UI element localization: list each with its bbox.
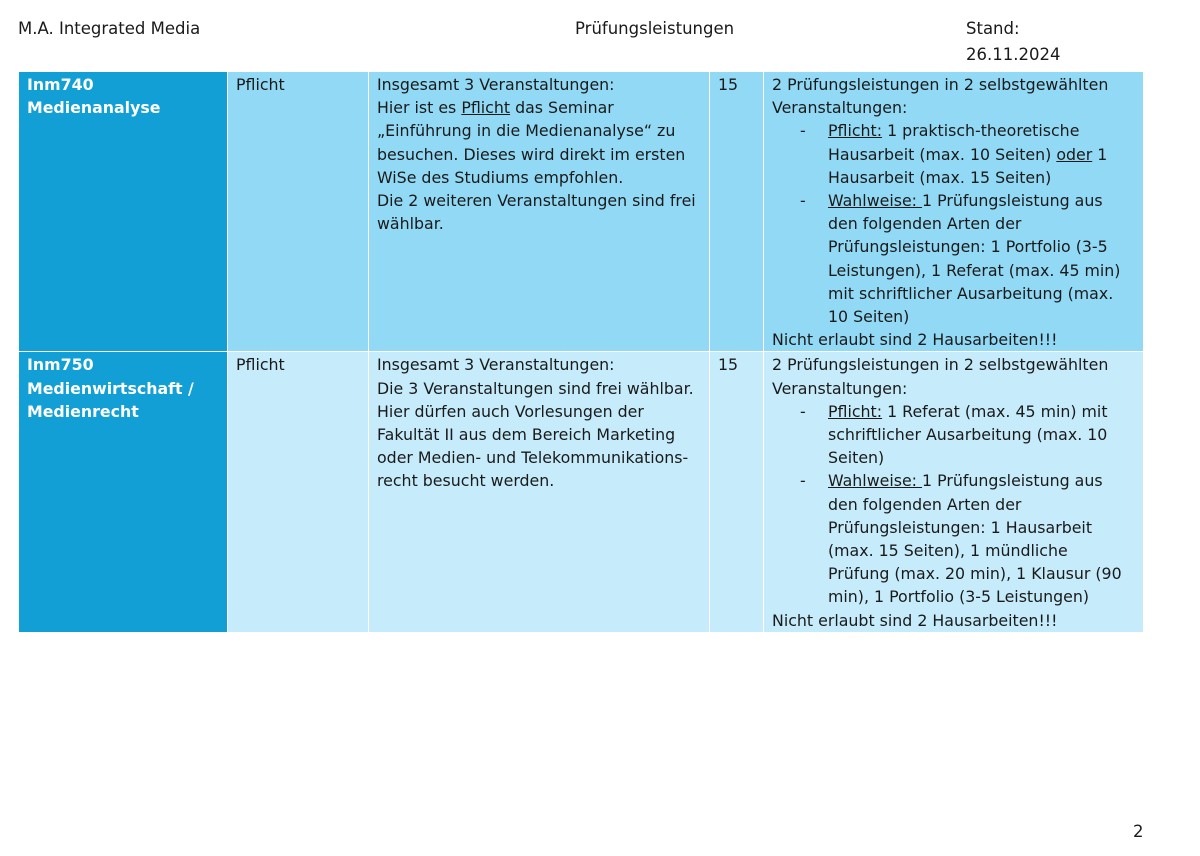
module-type-cell: [228, 72, 369, 352]
page-number: 2: [1133, 822, 1144, 841]
exam-options-list: [772, 119, 1135, 328]
document-title: Prüfungsleistungen: [575, 19, 735, 38]
module-cell: [19, 72, 228, 352]
module-type: Pflicht: [236, 355, 285, 375]
list-item: - Pflicht: 1 praktisch-theoretische Hausarbeit (max. 10 Seiten) oder 1 Hausarbeit (max. 15 Seiten): [800, 121, 1108, 187]
list-item: - Wahlweise: 1 Prüfungsleistung aus den folgenden Arten der Prüfungsleistungen: 1 Portfolio (3-5 Leistungen), 1 Referat (max. 45 min) mit schriftlicher Ausarbeitung (max. 10 Seiten): [800, 191, 1121, 327]
pflicht-label: Pflicht:: [828, 121, 883, 141]
ects-value: 15: [718, 75, 739, 94]
exam-note: Nicht erlaubt sind 2 Hausarbeiten!!!: [772, 330, 1058, 350]
exams-cell: 2 Prüfungsleistungen in 2 selbstgewählten Veranstaltungen: - Pflicht: 1 Referat (max. 45 min) mit schriftlicher Ausarbeitung (max. 10 Seiten) - Wahlweise: 1 Prüfungsleistung aus den folgenden Arten der Prüfungsleistungen: 1 Hausarbeit (max. 15 Seiten), 1 mündliche Prüfung (max. 20 min), 1 Klausur (90 min), 1 Portfolio (3-5 Leistungen) Nicht erlaubt sind 2 Hausarbeiten!!!: [764, 352, 1144, 632]
wahlweise-label: Wahlweise:: [828, 471, 923, 491]
wahlweise-label: Wahlweise:: [828, 191, 923, 211]
ects-cell: [710, 352, 764, 632]
list-item: - Pflicht: 1 Referat (max. 45 min) mit schriftlicher Ausarbeitung (max. 10 Seiten): [800, 401, 1108, 468]
courses-cell: Insgesamt 3 Veranstaltungen: Die 3 Veranstaltungen sind frei wählbar. Hier dürfen auch Vorlesungen der Fakultät II aus dem Bereich Marketing oder Medien- und Telekommunikations- recht besucht werden.: [369, 352, 710, 632]
table-row: [19, 72, 1144, 352]
module-type: Pflicht: [236, 75, 285, 94]
oder-emphasis: oder: [1056, 144, 1093, 164]
module-code: Inm740: [27, 75, 94, 94]
document-date: Stand: 26.11.2024: [966, 19, 1061, 64]
table-row: [19, 352, 1144, 632]
exams-cell: 2 Prüfungsleistungen in 2 selbstgewählten Veranstaltungen: - Pflicht: 1 praktisch-theoretische Hausarbeit (max. 10 Seiten) oder 1 Hausarbeit (max. 15 Seiten) - Wahlweise: 1 Prüfungsleistung aus den folgenden Arten der Prüfungsleistungen: 1 Portfolio (3-5 Leistungen), 1 Referat (max. 45 min) mit schriftlicher Ausarbeitung (max. 10 Seiten) Nicht erlaubt sind 2 Hausarbeiten!!!: [764, 72, 1144, 352]
ects-cell: [710, 72, 764, 352]
module-title: Medienanalyse: [27, 98, 161, 118]
module-code: Inm750: [27, 355, 94, 375]
exam-note: Nicht erlaubt sind 2 Hausarbeiten!!!: [772, 610, 1058, 630]
list-item: - Wahlweise: 1 Prüfungsleistung aus den folgenden Arten der Prüfungsleistungen: 1 Hausarbeit (max. 15 Seiten), 1 mündliche Prüfung (max. 20 min), 1 Klausur (90 min), 1 Portfolio (3-5 Leistungen): [800, 471, 1122, 607]
module-title: Medienrecht: [27, 401, 139, 421]
program-name: M.A. Integrated Media: [18, 19, 201, 38]
page-header: [18, 16, 1118, 64]
pflicht-emphasis: Pflicht: [461, 98, 511, 118]
module-type-cell: [228, 352, 369, 632]
module-cell: [19, 352, 228, 632]
exam-table: [18, 72, 1144, 632]
ects-value: 15: [718, 355, 739, 375]
module-title: Medienwirtschaft /: [27, 378, 194, 398]
pflicht-label: Pflicht:: [828, 401, 883, 421]
courses-cell: Insgesamt 3 Veranstaltungen: Hier ist es Pflicht das Seminar „Einführung in die Medienanalyse“ zu besuchen. Dieses wird direkt im ersten WiSe des Studiums empfohlen. Die 2 weiteren Veranstaltungen sind frei wählbar.: [369, 72, 710, 352]
exam-options-list: [772, 400, 1135, 609]
